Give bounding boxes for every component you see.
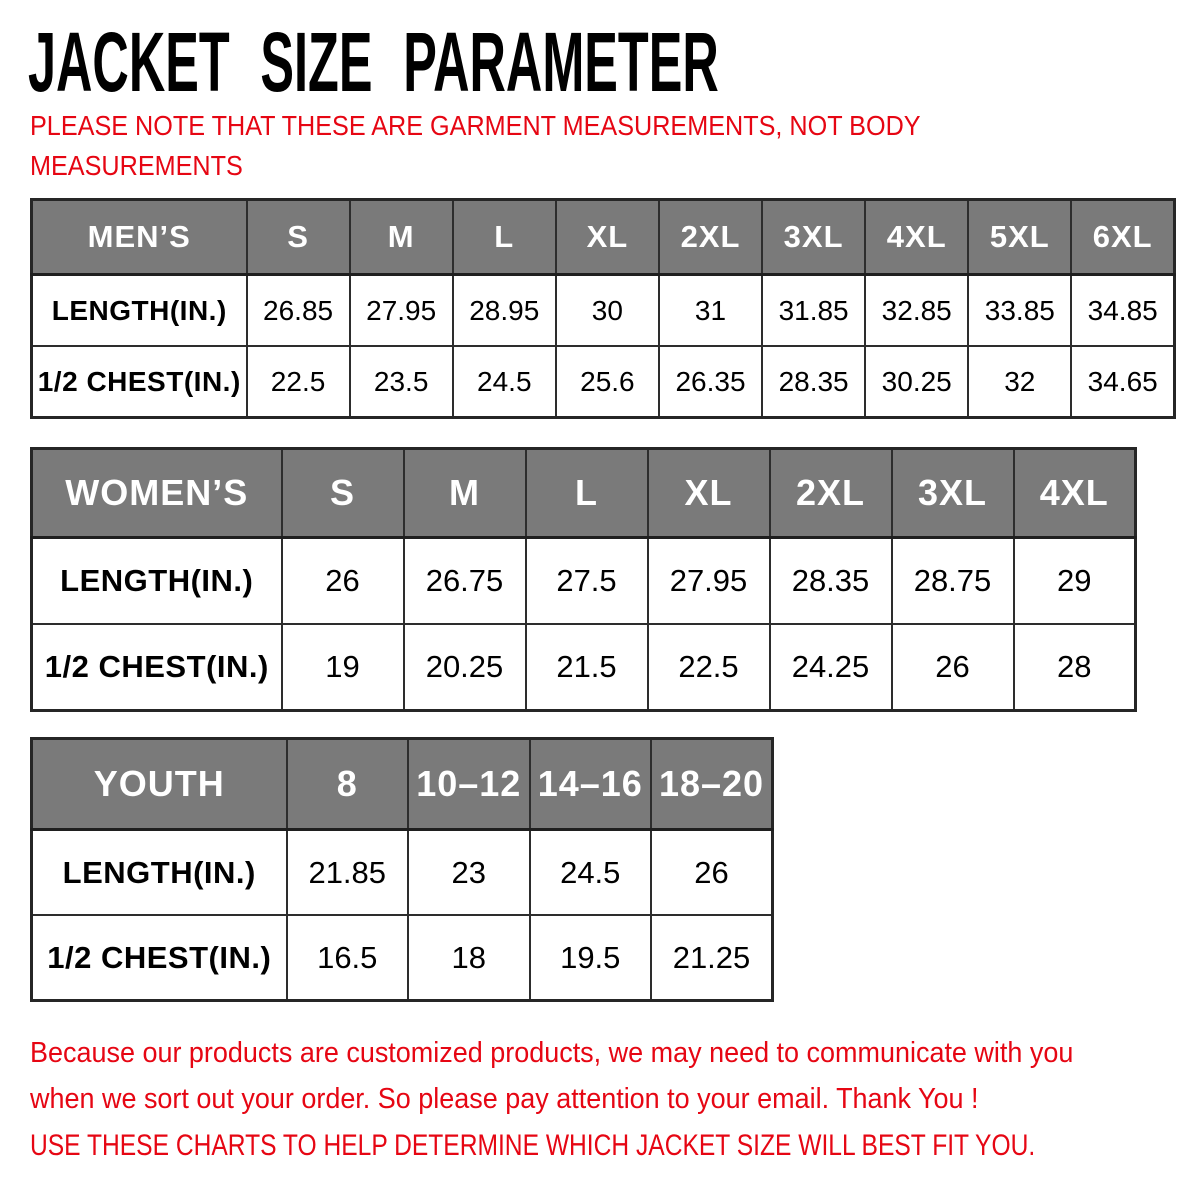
measurement-value: 19 bbox=[282, 624, 404, 711]
mens-size-table bbox=[30, 198, 1176, 419]
measurement-value: 21.5 bbox=[526, 624, 648, 711]
size-header: 3XL bbox=[762, 200, 865, 275]
measurement-value: 33.85 bbox=[968, 275, 1071, 347]
note-line: MEASUREMENTS bbox=[30, 150, 243, 181]
measurement-value: 16.5 bbox=[287, 915, 409, 1001]
youth-size-table-container bbox=[30, 737, 774, 1002]
size-header: 2XL bbox=[770, 449, 892, 538]
measurement-value: 19.5 bbox=[530, 915, 652, 1001]
row-label: LENGTH(IN.) bbox=[32, 538, 282, 625]
measurement-value: 31 bbox=[659, 275, 762, 347]
measurement-value: 28.95 bbox=[453, 275, 556, 347]
size-header: M bbox=[350, 200, 453, 275]
measurement-value: 31.85 bbox=[762, 275, 865, 347]
row-label: 1/2 CHEST(IN.) bbox=[32, 915, 287, 1001]
measurement-value: 26 bbox=[651, 830, 773, 916]
size-header: 5XL bbox=[968, 200, 1071, 275]
use-charts-note bbox=[30, 1126, 1200, 1166]
size-header: 4XL bbox=[1014, 449, 1136, 538]
measurement-value: 21.25 bbox=[651, 915, 773, 1001]
measurement-value: 28 bbox=[1014, 624, 1136, 711]
measurement-value: 26.35 bbox=[659, 346, 762, 418]
measurement-value: 24.5 bbox=[453, 346, 556, 418]
customized-products-note bbox=[30, 1030, 1152, 1122]
size-header: S bbox=[282, 449, 404, 538]
measurement-value: 25.6 bbox=[556, 346, 659, 418]
measurement-value: 30 bbox=[556, 275, 659, 347]
measurement-value: 32 bbox=[968, 346, 1071, 418]
youth-group-header: YOUTH bbox=[32, 739, 287, 830]
measurement-value: 26.85 bbox=[247, 275, 350, 347]
measurement-value: 21.85 bbox=[287, 830, 409, 916]
measurement-value: 28.35 bbox=[762, 346, 865, 418]
womens-size-table-container bbox=[30, 447, 1137, 712]
measurement-value: 26 bbox=[282, 538, 404, 625]
measurement-value: 26.75 bbox=[404, 538, 526, 625]
footer-line: USE THESE CHARTS TO HELP DETERMINE WHICH JACKET SIZE WILL BEST FIT YOU. bbox=[30, 1129, 1036, 1162]
measurement-value: 27.5 bbox=[526, 538, 648, 625]
measurement-value: 34.65 bbox=[1071, 346, 1174, 418]
size-header: M bbox=[404, 449, 526, 538]
size-header: S bbox=[247, 200, 350, 275]
size-header: XL bbox=[556, 200, 659, 275]
measurement-value: 22.5 bbox=[247, 346, 350, 418]
page-title: JACKET SIZE PARAMETER bbox=[28, 15, 719, 109]
mens-size-table-container bbox=[30, 198, 1176, 419]
measurement-value: 24.25 bbox=[770, 624, 892, 711]
measurement-value: 34.85 bbox=[1071, 275, 1174, 347]
size-header: L bbox=[526, 449, 648, 538]
mens-group-header: MEN’S bbox=[32, 200, 247, 275]
measurement-value: 28.75 bbox=[892, 538, 1014, 625]
measurement-value: 32.85 bbox=[865, 275, 968, 347]
measurement-value: 29 bbox=[1014, 538, 1136, 625]
measurement-value: 20.25 bbox=[404, 624, 526, 711]
size-header: 14–16 bbox=[530, 739, 652, 830]
row-label: 1/2 CHEST(IN.) bbox=[32, 624, 282, 711]
size-header: L bbox=[453, 200, 556, 275]
row-label: 1/2 CHEST(IN.) bbox=[32, 346, 247, 418]
youth-size-table bbox=[30, 737, 774, 1002]
measurement-value: 23.5 bbox=[350, 346, 453, 418]
measurement-value: 30.25 bbox=[865, 346, 968, 418]
measurement-value: 26 bbox=[892, 624, 1014, 711]
garment-measurement-note bbox=[30, 106, 1020, 186]
size-header: 3XL bbox=[892, 449, 1014, 538]
measurement-value: 27.95 bbox=[350, 275, 453, 347]
measurement-value: 23 bbox=[408, 830, 530, 916]
size-header: XL bbox=[648, 449, 770, 538]
measurement-value: 24.5 bbox=[530, 830, 652, 916]
womens-size-table bbox=[30, 447, 1137, 712]
note-line: PLEASE NOTE THAT THESE ARE GARMENT MEASUREMENTS, NOT BODY bbox=[30, 110, 921, 141]
row-label: LENGTH(IN.) bbox=[32, 830, 287, 916]
womens-group-header: WOMEN’S bbox=[32, 449, 282, 538]
footer-line: Because our products are customized products, we may need to communicate with you bbox=[30, 1037, 1074, 1069]
size-header: 8 bbox=[287, 739, 409, 830]
measurement-value: 27.95 bbox=[648, 538, 770, 625]
size-header: 18–20 bbox=[651, 739, 773, 830]
measurement-value: 28.35 bbox=[770, 538, 892, 625]
size-header: 10–12 bbox=[408, 739, 530, 830]
measurement-value: 22.5 bbox=[648, 624, 770, 711]
measurement-value: 18 bbox=[408, 915, 530, 1001]
size-header: 2XL bbox=[659, 200, 762, 275]
footer-line: when we sort out your order. So please pay attention to your email. Thank You ! bbox=[30, 1083, 979, 1115]
size-header: 6XL bbox=[1071, 200, 1174, 275]
size-header: 4XL bbox=[865, 200, 968, 275]
row-label: LENGTH(IN.) bbox=[32, 275, 247, 347]
